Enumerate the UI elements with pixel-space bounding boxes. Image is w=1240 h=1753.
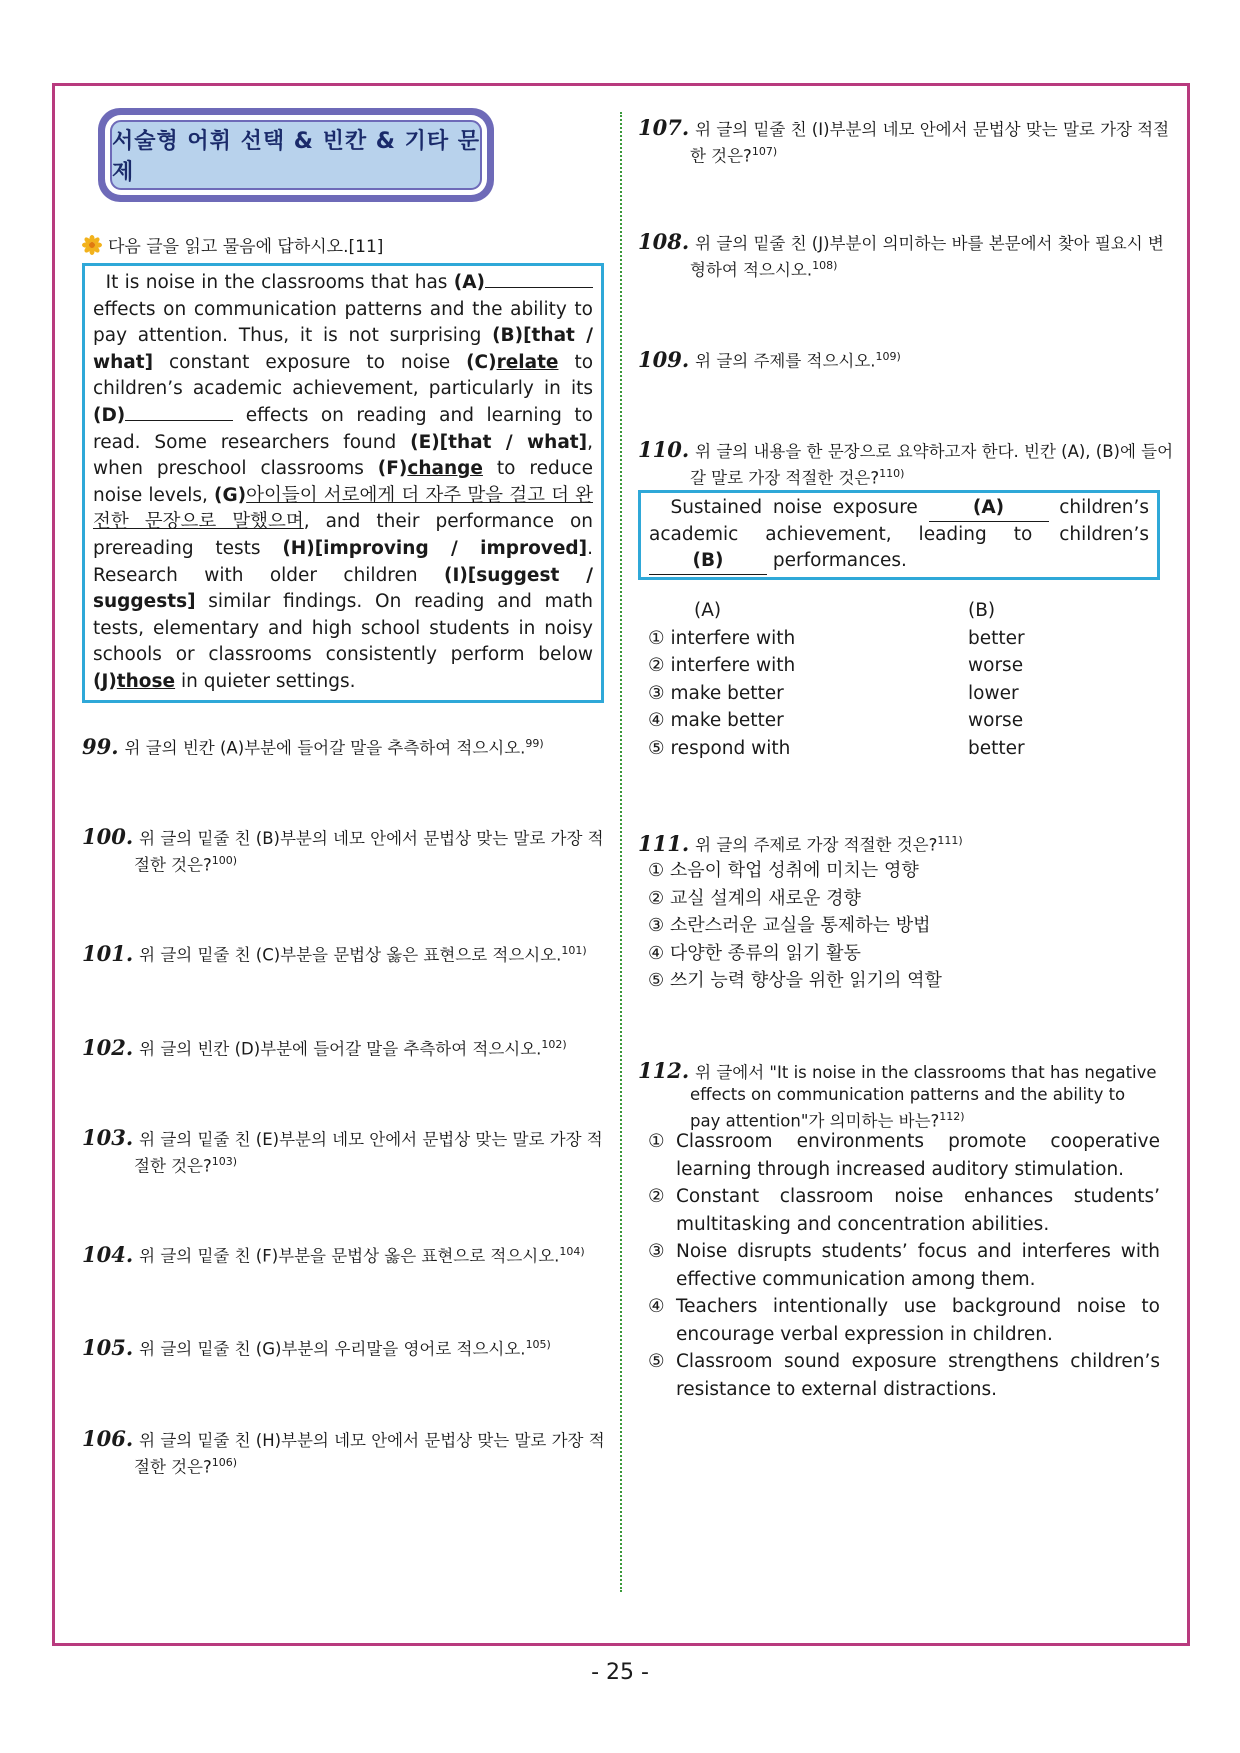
underline-j: those xyxy=(116,670,176,692)
question-105: 105. 위 글의 밑줄 친 (G)부분의 우리말을 영어로 적으시오.$^{105)}$ xyxy=(82,1334,551,1360)
q112-choices xyxy=(638,1128,1160,1403)
summary-blank-b: (B) xyxy=(649,548,767,575)
flower-icon xyxy=(82,235,102,255)
question-99: 99. 위 글의 빈칸 (A)부분에 들어갈 말을 추측하여 적으시오.$^{99)}$ xyxy=(82,733,544,759)
choice-item[interactable]: ⑤ 쓰기 능력 향상을 위한 읽기의 역할 xyxy=(648,970,942,991)
q110-choices: (A) (B) ① interfere with better ② interfere with worse ③ make better lower ④ make better worse ⑤ respond with better xyxy=(648,597,1025,762)
choice-item[interactable]: ② 교실 설계의 새로운 경향 xyxy=(648,887,861,909)
question-100: 100. 위 글의 밑줄 친 (B)부분의 네모 안에서 문법상 맞는 말로 가장 적 절한 것은?$^{100)}$ xyxy=(82,824,604,875)
question-112: 112. 위 글에서 "It is noise in the classrooms that has negative effects on communication patterns and the ability to pay attention"가 의미하는 바는?$^{112)}$ xyxy=(638,1058,1157,1131)
reading-passage: It is noise in the classrooms that has (A) effects on communication patterns and the ability to pay attention. Thus, it is not surprising (B)[that / what] constant exposure to noise (C)relate to children’s academic achievement, particularly in its (D) effects on reading and learning to read. Some researchers found (E)[that / what], when preschool classrooms (F)change to reduce noise levels, (G)아이들이 서로에게 더 자주 말을 걸고 더 완전한 문장으로 말했으며, and their performance on prereading tests (H)[improving / improved]. Research with older children (I)[suggest / suggests] similar findings. On reading and math tests, elementary and high school students in noisy schools or classrooms consistently perform below (J)those in quieter settings. xyxy=(82,263,604,703)
summary-blank-a: (A) xyxy=(929,495,1049,522)
blank-a xyxy=(485,271,593,288)
page-number: - 25 - xyxy=(591,1660,649,1685)
choice-item[interactable]: ① 소음이 학업 성취에 미치는 영향 xyxy=(648,860,919,881)
instruction xyxy=(82,232,604,257)
section-title: 서술형 어휘 선택 & 빈칸 & 기타 문제 xyxy=(110,120,482,190)
choice-item[interactable]: ⑤ Classroom sound exposure strengthens children’s resistance to external distractions. xyxy=(648,1351,1160,1400)
choice-item[interactable]: ③ 소란스러운 교실을 통제하는 방법 xyxy=(648,915,931,936)
question-109: 109. 위 글의 주제를 적으시오.$^{109)}$ xyxy=(638,346,901,372)
question-101: 101. 위 글의 밑줄 친 (C)부분을 문법상 옳은 표현으로 적으시오.$^{101)}$ xyxy=(82,940,587,966)
question-106: 106. 위 글의 밑줄 친 (H)부분의 네모 안에서 문법상 맞는 말로 가장 적 절한 것은?$^{106)}$ xyxy=(82,1426,605,1477)
question-103: 103. 위 글의 밑줄 친 (E)부분의 네모 안에서 문법상 맞는 말로 가장 적 절한 것은?$^{103)}$ xyxy=(82,1125,603,1176)
section-header-badge xyxy=(98,108,494,202)
question-107: 107. 위 글의 밑줄 친 (I)부분의 네모 안에서 문법상 맞는 말로 가장 적절 한 것은?$^{107)}$ xyxy=(638,115,1170,166)
box-b: (B)[that / what] xyxy=(93,325,593,373)
column-divider xyxy=(620,112,622,1592)
question-111: 111. 위 글의 주제로 가장 적절한 것은?$^{111)}$ xyxy=(638,830,963,856)
choice-row[interactable]: ③ make better lower xyxy=(648,682,1019,704)
q111-choices xyxy=(648,857,942,995)
summary-box: Sustained noise exposure (A) children’s academic achievement, leading to children’s (B) performances. xyxy=(638,490,1160,580)
box-e: (E)[that / what] xyxy=(410,431,588,453)
question-110: 110. 위 글의 내용을 한 문장으로 요약하고자 한다. 빈칸 (A), (B)에 들어 갈 말로 가장 적절한 것은?$^{110)}$ xyxy=(638,437,1174,488)
choice-row[interactable]: ① interfere with better xyxy=(648,627,1025,649)
underline-f: change xyxy=(407,458,483,480)
choice-item[interactable]: ③ Noise disrupts students’ focus and interferes with effective communication among them. xyxy=(648,1241,1160,1290)
left-column xyxy=(82,108,604,703)
choice-item[interactable]: ② Constant classroom noise enhances students’ multitasking and concentration abilities. xyxy=(648,1186,1160,1235)
choice-row[interactable]: ② interfere with worse xyxy=(648,655,1024,676)
question-104: 104. 위 글의 밑줄 친 (F)부분을 문법상 옳은 표현으로 적으시오.$^{104)}$ xyxy=(82,1241,585,1267)
box-h: (H)[improving / improved] xyxy=(282,537,588,559)
choice-item[interactable]: ④ 다양한 종류의 읽기 활동 xyxy=(648,942,861,964)
question-108: 108. 위 글의 밑줄 친 (J)부분이 의미하는 바를 본문에서 찾아 필요시 변 형하여 적으시오.$^{108)}$ xyxy=(638,229,1164,280)
choice-row[interactable]: ⑤ respond with better xyxy=(648,737,1025,759)
underline-c: relate xyxy=(496,351,559,373)
choice-row[interactable]: ④ make better worse xyxy=(648,710,1024,731)
box-i: (I)[suggest / suggests] xyxy=(93,564,593,613)
choice-item[interactable]: ① Classroom environments promote cooperative learning through increased auditory stimulation. xyxy=(648,1131,1160,1180)
choice-item[interactable]: ④ Teachers intentionally use background noise to encourage verbal expression in children. xyxy=(648,1296,1160,1345)
question-102: 102. 위 글의 빈칸 (D)부분에 들어갈 말을 추측하여 적으시오.$^{102)}$ xyxy=(82,1034,567,1060)
underline-g: 아이들이 서로에게 더 자주 말을 걸고 더 완전한 문장으로 말했으며 xyxy=(93,484,593,533)
blank-d xyxy=(125,404,233,421)
instruction-text: 다음 글을 읽고 물음에 답하시오.[11] xyxy=(108,237,384,257)
